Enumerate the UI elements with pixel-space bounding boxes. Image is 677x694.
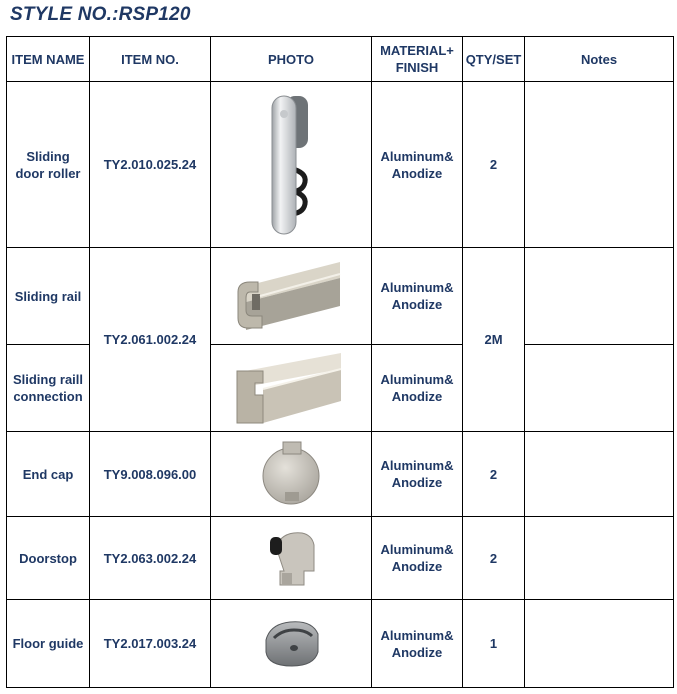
parts-table [6, 36, 674, 688]
material-cell [372, 248, 463, 345]
item-name-cell [7, 248, 90, 345]
material-cell [372, 517, 463, 600]
item-name-line2: door roller [15, 165, 81, 181]
photo-cell [211, 82, 372, 248]
item-name-cell [7, 345, 90, 432]
material-line2: Anodize [391, 389, 443, 404]
material-line1: Aluminum& [380, 280, 454, 295]
table-row [7, 82, 674, 248]
floor-guide-photo [260, 618, 322, 670]
item-name-cell [7, 517, 90, 600]
table-row [7, 248, 674, 345]
qty-cell: 2 [463, 82, 525, 248]
item-name-line2: connection [13, 389, 83, 404]
end-cap-photo [261, 440, 321, 508]
material-line2: Anodize [391, 165, 443, 181]
item-name-line1: End cap [22, 466, 74, 482]
item-name-line1: Sliding rail [14, 288, 82, 304]
item-no-cell: TY2.010.025.24 [90, 82, 211, 248]
table-header-row [7, 37, 674, 82]
material-cell [372, 82, 463, 248]
photo-cell [211, 345, 372, 432]
item-name-cell [7, 82, 90, 248]
header-material-line2: FINISH [395, 60, 439, 75]
header-item-name: ITEM NAME [7, 37, 90, 82]
material-cell [372, 600, 463, 688]
table-row [7, 517, 674, 600]
notes-cell [525, 517, 674, 600]
doorstop-photo [262, 527, 320, 589]
item-no-cell: TY2.061.002.24 [90, 248, 211, 432]
notes-cell [525, 248, 674, 345]
photo-cell [211, 600, 372, 688]
item-name-line1: Floor guide [12, 636, 84, 651]
sliding-door-roller-photo [256, 90, 326, 240]
material-line2: Anodize [391, 475, 443, 490]
qty-cell: 1 [463, 600, 525, 688]
header-photo: PHOTO [211, 37, 372, 82]
header-material [372, 37, 463, 82]
material-line1: Aluminum& [380, 372, 454, 387]
item-name-line1: Doorstop [19, 550, 77, 566]
photo-cell [211, 517, 372, 600]
qty-cell: 2 [463, 517, 525, 600]
item-name-cell [7, 600, 90, 688]
notes-cell [525, 345, 674, 432]
item-name-line1: Sliding raill [12, 372, 84, 387]
notes-cell [525, 82, 674, 248]
material-line1: Aluminum& [380, 542, 454, 557]
table-row [7, 600, 674, 688]
header-material-line1: MATERIAL+ [380, 43, 454, 58]
material-line2: Anodize [391, 644, 443, 660]
material-line2: Anodize [391, 559, 443, 574]
notes-cell [525, 600, 674, 688]
rail-connection-photo [233, 349, 349, 427]
qty-cell: 2 [463, 432, 525, 517]
material-line1: Aluminum& [380, 458, 454, 473]
header-qty: QTY/SET [463, 37, 525, 82]
header-item-no: ITEM NO. [90, 37, 211, 82]
photo-cell [211, 248, 372, 345]
style-number-title: STYLE NO.:RSP120 [10, 4, 191, 25]
sliding-rail-photo [232, 256, 350, 336]
material-cell [372, 345, 463, 432]
material-cell [372, 432, 463, 517]
header-notes: Notes [525, 37, 674, 82]
item-no-cell: TY2.017.003.24 [90, 600, 211, 688]
table-row [7, 432, 674, 517]
material-line1: Aluminum& [380, 148, 454, 164]
item-name-cell [7, 432, 90, 517]
material-line1: Aluminum& [380, 627, 454, 643]
qty-cell: 2M [463, 248, 525, 432]
item-no-cell: TY2.063.002.24 [90, 517, 211, 600]
notes-cell [525, 432, 674, 517]
material-line2: Anodize [391, 297, 443, 312]
photo-cell [211, 432, 372, 517]
item-name-line1: Sliding [26, 148, 70, 164]
item-no-cell: TY9.008.096.00 [90, 432, 211, 517]
